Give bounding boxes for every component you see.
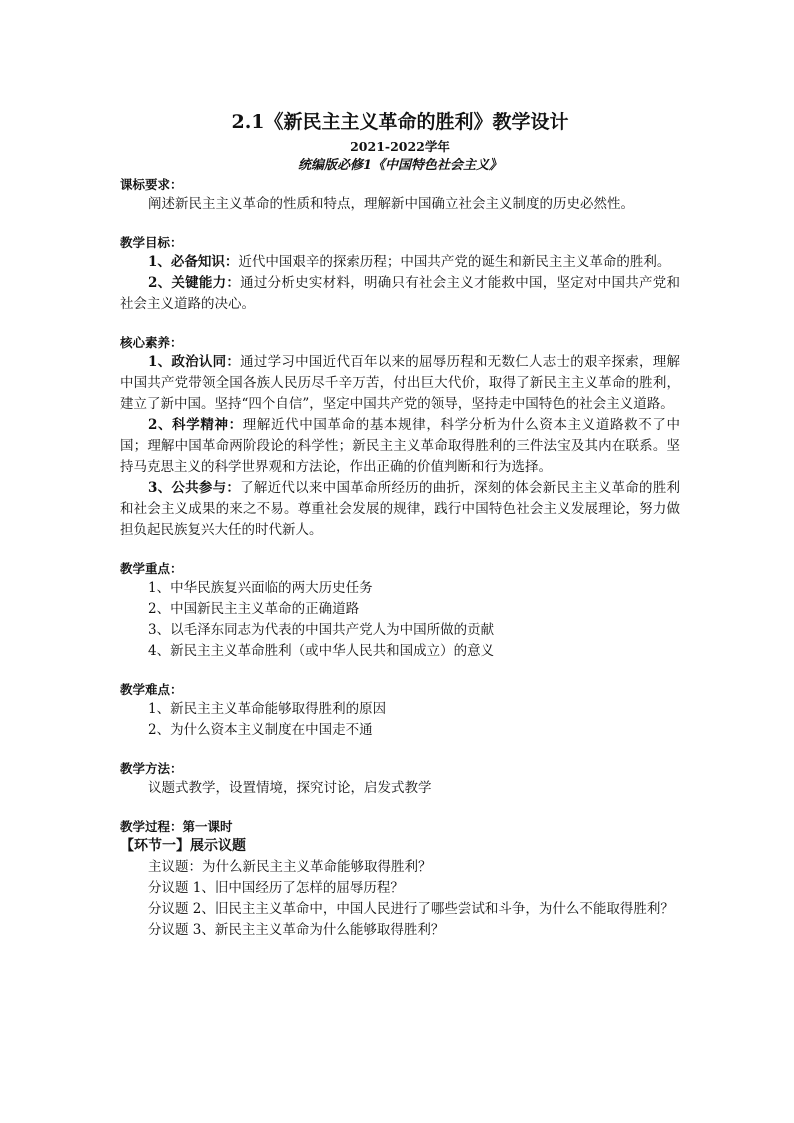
goal-item — [120, 273, 680, 315]
literacy-item — [120, 415, 680, 478]
methods-heading: 教学方法： — [120, 761, 183, 776]
literacy-text: 了解近代以来中国革命所经历的曲折，深刻的体会新民主主义革命的胜利和社会主义成果的来之不易。尊重社会发展的规律，践行中国特色社会主义发展理论，努力做担负起民族复兴大任的时代新人。 — [120, 480, 680, 538]
curriculum-heading: 课标要求： — [120, 177, 183, 192]
literacy-item — [120, 478, 680, 541]
literacy-label: 2、科学精神： — [148, 417, 243, 433]
difficult-point-item: 2、为什么资本主义制度在中国走不通 — [148, 722, 373, 738]
document-body — [120, 108, 680, 941]
process-heading: 教学过程：第一课时 — [120, 819, 233, 834]
goal-label: 2、关键能力： — [148, 275, 241, 291]
literacy-heading: 核心素养： — [120, 335, 183, 350]
goal-text: 近代中国艰辛的探索历程；中国共产党的诞生和新民主主义革命的胜利。 — [238, 254, 671, 270]
literacy-label: 3、公共参与： — [148, 480, 241, 496]
key-point-item: 2、中国新民主主义革命的正确道路 — [148, 601, 360, 617]
topic-item: 分议题 3、新民主主义革命为什么能够取得胜利？ — [148, 922, 445, 938]
literacy-text: 理解近代中国革命的基本规律，科学分析为什么资本主义道路救不了中国；理解中国革命两阶段论的科学性；新民主主义革命取得胜利的三件法宝及其内在联系。坚持马克思主义的科学世界观和方法论，作出正确的价值判断和行为选择。 — [120, 417, 680, 475]
key-point-item: 4、新民主主义革命胜利（或中华人民共和国成立）的意义 — [148, 643, 495, 659]
literacy-text: 通过学习中国近代百年以来的屈辱历程和无数仁人志士的艰辛探索，理解中国共产党带领全国各族人民历尽千辛万苦，付出巨大代价，取得了新民主主义革命的胜利，建立了新中国。坚持“四个自信”，坚定中国共产党的领导，坚持走中国特色的社会主义道路。 — [120, 354, 680, 412]
textbook-name: 统编版必修1《中国特色社会主义》 — [297, 158, 503, 173]
difficult-point-item: 1、新民主主义革命能够取得胜利的原因 — [148, 701, 387, 717]
goal-label: 1、必备知识： — [148, 254, 239, 270]
literacy-item — [120, 352, 680, 415]
methods-text: 议题式教学，设置情境，探究讨论，启发式教学 — [148, 780, 432, 796]
document-title: 2.1《新民主主义革命的胜利》教学设计 — [231, 111, 569, 133]
goals-heading: 教学目标： — [120, 235, 183, 250]
difficult-points-heading: 教学难点： — [120, 682, 183, 697]
key-point-item: 3、以毛泽东同志为代表的中国共产党人为中国所做的贡献 — [148, 622, 495, 638]
topic-item: 主议题：为什么新民主主义革命能够取得胜利？ — [148, 859, 432, 875]
goal-text: 通过分析史实材料，明确只有社会主义才能救中国，坚定对中国共产党和社会主义道路的决心。 — [120, 275, 680, 312]
literacy-label: 1、政治认同： — [148, 354, 241, 370]
stage-title: 【环节一】展示议题 — [120, 838, 246, 854]
key-point-item: 1、中华民族复兴面临的两大历史任务 — [148, 580, 373, 596]
school-year: 2021-2022学年 — [350, 139, 450, 154]
goal-item — [120, 252, 680, 273]
topic-item: 分议题 1、旧中国经历了怎样的屈辱历程？ — [148, 880, 404, 896]
topic-item: 分议题 2、旧民主主义革命中，中国人民进行了哪些尝试和斗争，为什么不能取得胜利？ — [148, 901, 674, 917]
key-points-heading: 教学重点： — [120, 561, 183, 576]
curriculum-text: 阐述新民主主义革命的性质和特点，理解新中国确立社会主义制度的历史必然性。 — [148, 196, 634, 212]
